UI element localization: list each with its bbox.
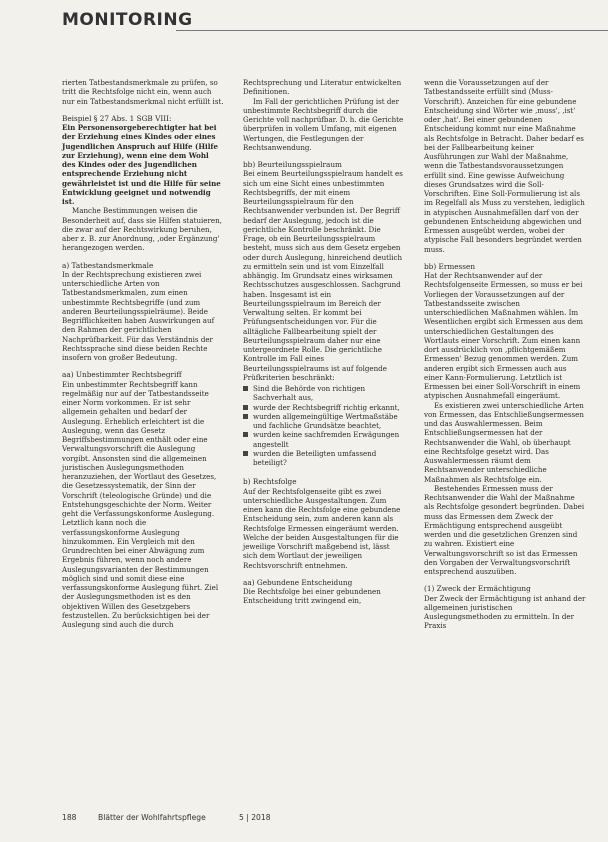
- page-number: 188: [62, 813, 77, 822]
- paragraph: Hat der Rechtsanwender auf der Rechtsfolgenseite Ermessen, so muss er bei Vorliegen der Voraussetzungen auf der Tatbestandsseite zwischen unterschiedlichen Maßnahmen wählen. Im Wesentlichen ergibt sich Ermessen aus dem unterschiedlichen Gestaltungen des Wortlauts einer Vorschrift. Zum einen kann dort ausdrücklich von ‚pflichtgemäßem Ermessen' Bezug genommen werden. Zum anderen ergibt sich Ermessen auch aus einer Kann-Formulierung. Letztlich ist Ermessen bei einer Soll-Vorschrift in einem atypischen Ausnahmefall eingeräumt.: [424, 271, 583, 401]
- journal-name: Blätter der Wohlfahrtspflege: [98, 813, 206, 822]
- criteria-list: [243, 384, 405, 467]
- paragraph: Bestehendes Ermessen muss der Rechtsanwender die Wahl der Maßnahme als Rechtsfolge gesondert begründen. Dabei muss das Ermessen dem Zweck der Ermächtigung entsprechend ausgeübt werden und die gesetzlichen Grenzen sind zu wahren. Existiert eine Verwaltungsvorschrift so ist das Ermessen den Vorgaben der Verwaltungsvorschrift entsprechend auszuüben.: [424, 483, 585, 576]
- paragraph: Manche Bestimmungen weisen die Besonderheit auf, dass sie Hilfen statuieren, die zwar auf der Rechtswirkung beruhen, aber z. B. zur Anordnung, ‚oder Ergänzung' herangezogen werden.: [62, 206, 222, 253]
- page-header: [62, 10, 608, 34]
- subheading: a) Tatbestandsmerkmale: [62, 260, 154, 270]
- subheading: (1) Zweck der Ermächtigung: [424, 584, 531, 594]
- subheading: b) Rechtsfolge: [243, 477, 297, 487]
- section-title: MONITORING: [62, 10, 193, 30]
- list-item: wurde der Rechtsbegriff richtig erkannt,: [243, 403, 405, 412]
- text-column-3: [424, 78, 586, 631]
- header-rule: [176, 30, 608, 31]
- subheading: aa) Unbestimmter Rechtsbegriff: [62, 370, 182, 380]
- issue-number: 5 | 2018: [239, 813, 271, 822]
- text-column-1: [62, 78, 224, 629]
- list-item: wurden allgemeingültige Wertmaßstäbe und fachliche Grundsätze beachtet,: [243, 412, 405, 431]
- subheading: aa) Gebundene Entscheidung: [243, 577, 353, 587]
- paragraph: In der Rechtsprechung existieren zwei unterschiedliche Arten von Tatbestandsmerkmalen, zum einen unbestimmte Rechtsbegriffe (und zum anderen Beurteilungsspielräume). Beide Begrifflichkeiten haben Auswirkungen auf den Rahmen der gerichtlichen Nachprüfbarkeit. Für das Verständnis der Rechtssprache sind diese beiden Rechte insofern von großer Bedeutung.: [62, 269, 215, 362]
- paragraph: wenn die Voraussetzungen auf der Tatbestandsseite erfüllt sind (Muss-Vorschrift). Anzeichen für eine gebundene Entscheidung sind Wörter wie ‚muss', ‚ist' oder ‚hat'. Bei einer gebundenen Entscheidung kommt nur eine Maßnahme als Rechtsfolge in Betracht. Daher bedarf es bei der Fallbearbeitung keiner Ausführungen zur Wahl der Maßnahme, wenn die Tatbestandsvoraussetzungen erfüllt sind. Eine gewisse Aufweichung dieses Grundsatzes wird die Soll-Vorschriften. Eine Soll-Formulierung ist als im Regelfall als Muss zu verstehen, lediglich in atypischen Ausnahmefällen darf von der gebundenen Entscheidung abgewichen und Ermessen ausgeübt werden, wobei der atypische Fall besonders begründet werden muss.: [424, 78, 585, 254]
- subheading: bb) Ermessen: [424, 261, 476, 271]
- paragraph: Ein unbestimmter Rechtsbegriff kann regelmäßig nur auf der Tatbestandsseite einer Norm vorkommen. Er ist sehr allgemein gehalten und bedarf der Auslegung. Erheblich erleichtert ist die Auslegung, wenn das Gesetz Begriffsbestimmungen enthält oder eine Verwaltungsvorschrift die Auslegung vorgibt. Ansonsten sind die allgemeinen juristischen Auslegungsmethoden heranzuziehen, der Wortlaut des Gesetzes, die Gesetzessystematik, der Sinn der Vorschrift (teleologische Gründe) und die Entstehungsgeschichte der Norm. Weiter geht die Verfassungskonforme Auslegung. Letztlich kann noch die verfassungskonforme Auslegung hinzukommen. Ein Vergleich mit den Grundrechten bei einer Abwägung zum Ergebnis führen, wenn noch andere Auslegungsvarianten der Bestimmungen möglich sind und somit diese eine verfassungskonforme Auslegung führt. Ziel der Auslegungsmethoden ist es den objektiven Willen des Gesetzgebers festzustellen. Zu berücksichtigen bei der Auslegung sind auch die durch: [62, 379, 219, 629]
- paragraph: Ein Personensorgeberechtigter hat bei der Erziehung eines Kindes oder eines Jugendlichen Anspruch auf Hilfe (Hilfe zur Erziehung), wenn eine dem Wohl des Kindes oder des Jugendlichen entsprechende Erziehung nicht gewährleistet ist und die Hilfe für seine Entwicklung geeignet und notwendig ist.: [62, 123, 221, 206]
- paragraph: Die Rechtsfolge bei einer gebundenen Entscheidung tritt zwingend ein,: [243, 587, 381, 606]
- paragraph: Rechtsprechung und Literatur entwickelten Definitionen.: [243, 78, 402, 97]
- paragraph: Der Zweck der Ermächtigung ist anhand der allgemeinen juristischen Auslegungsmethoden zu ermitteln. In der Praxis: [424, 593, 586, 631]
- example-label: Beispiel § 27 Abs. 1 SGB VIII:: [62, 113, 172, 123]
- list-item: wurden die Beteiligten umfassend beteiligt?: [243, 449, 405, 468]
- list-item: Sind die Behörde von richtigen Sachverhalt aus,: [243, 384, 405, 403]
- paragraph: Im Fall der gerichtlichen Prüfung ist der unbestimmte Rechtsbegriff durch die Gerichte voll nachprüfbar. D. h. die Gerichte überprüfen in vollem Umfang, mit eigenen Wertungen, die Festlegungen der Rechtsanwendung.: [243, 96, 404, 152]
- list-item: wurden keine sachfremden Erwägungen angestellt: [243, 430, 405, 449]
- subheading: bb) Beurteilungsspielraum: [243, 160, 342, 169]
- paragraph: Bei einem Beurteilungsspielraum handelt es sich um eine Sicht eines unbestimmten Rechtsbegriffs, der mit einem Beurteilungsspielraum für den Rechtsanwender verbunden ist. Der Begriff bedarf der Auslegung, jedoch ist die gerichtliche Kontrolle beschränkt. Die Frage, ob ein Beurteilungsspielraum besteht, muss sich aus dem Gesetz ergeben oder durch Auslegung, hinreichend deutlich zu ermitteln sein und ist vom Einzelfall abhängig. Im Grundsatz eines wirksamen Rechtsschutzes ausgeschlossen. Sachgrund haben. Insgesamt ist ein Beurteilungsspielraum im Bereich der Verwaltung selten. Er kommt bei Prüfungsentscheidungen vor. Für die alltägliche Fallbearbeitung spielt der Beurteilungsspielraum daher nur eine untergeordnete Rolle. Die gerichtliche Kontrolle im Fall eines Beurteilungsspielraums ist auf folgende Prüfkriterien beschränkt:: [243, 169, 403, 382]
- paragraph: Auf der Rechtsfolgenseite gibt es zwei unterschiedliche Ausgestaltungen. Zum einen kann die Rechtsfolge eine gebundene Entscheidung sein, zum anderen kann als Rechtsfolge Ermessen eingeräumt werden. Welche der beiden Ausgestaltungen für die jeweilige Vorschrift maßgebend ist, lässt sich dem Wortlaut der jeweiligen Rechtsvorschrift entnehmen.: [243, 486, 401, 570]
- text-column-2: [243, 78, 405, 606]
- paragraph: Es existieren zwei unterschiedliche Arten von Ermessen, das Entschließungsermessen und das Auswahlermessen. Beim Entschließungsermessen hat der Rechtsanwender die Wahl, ob überhaupt eine Rechtsfolge gesetzt wird. Das Auswahlermessen räumt dem Rechtsanwender unterschiedliche Maßnahmen als Rechtsfolge ein.: [424, 400, 584, 484]
- paragraph: rierten Tatbestandsmerkmale zu prüfen, so tritt die Rechtsfolge nicht ein, wenn auch nur ein Tatbestandsmerkmal nicht erfüllt ist.: [62, 78, 224, 106]
